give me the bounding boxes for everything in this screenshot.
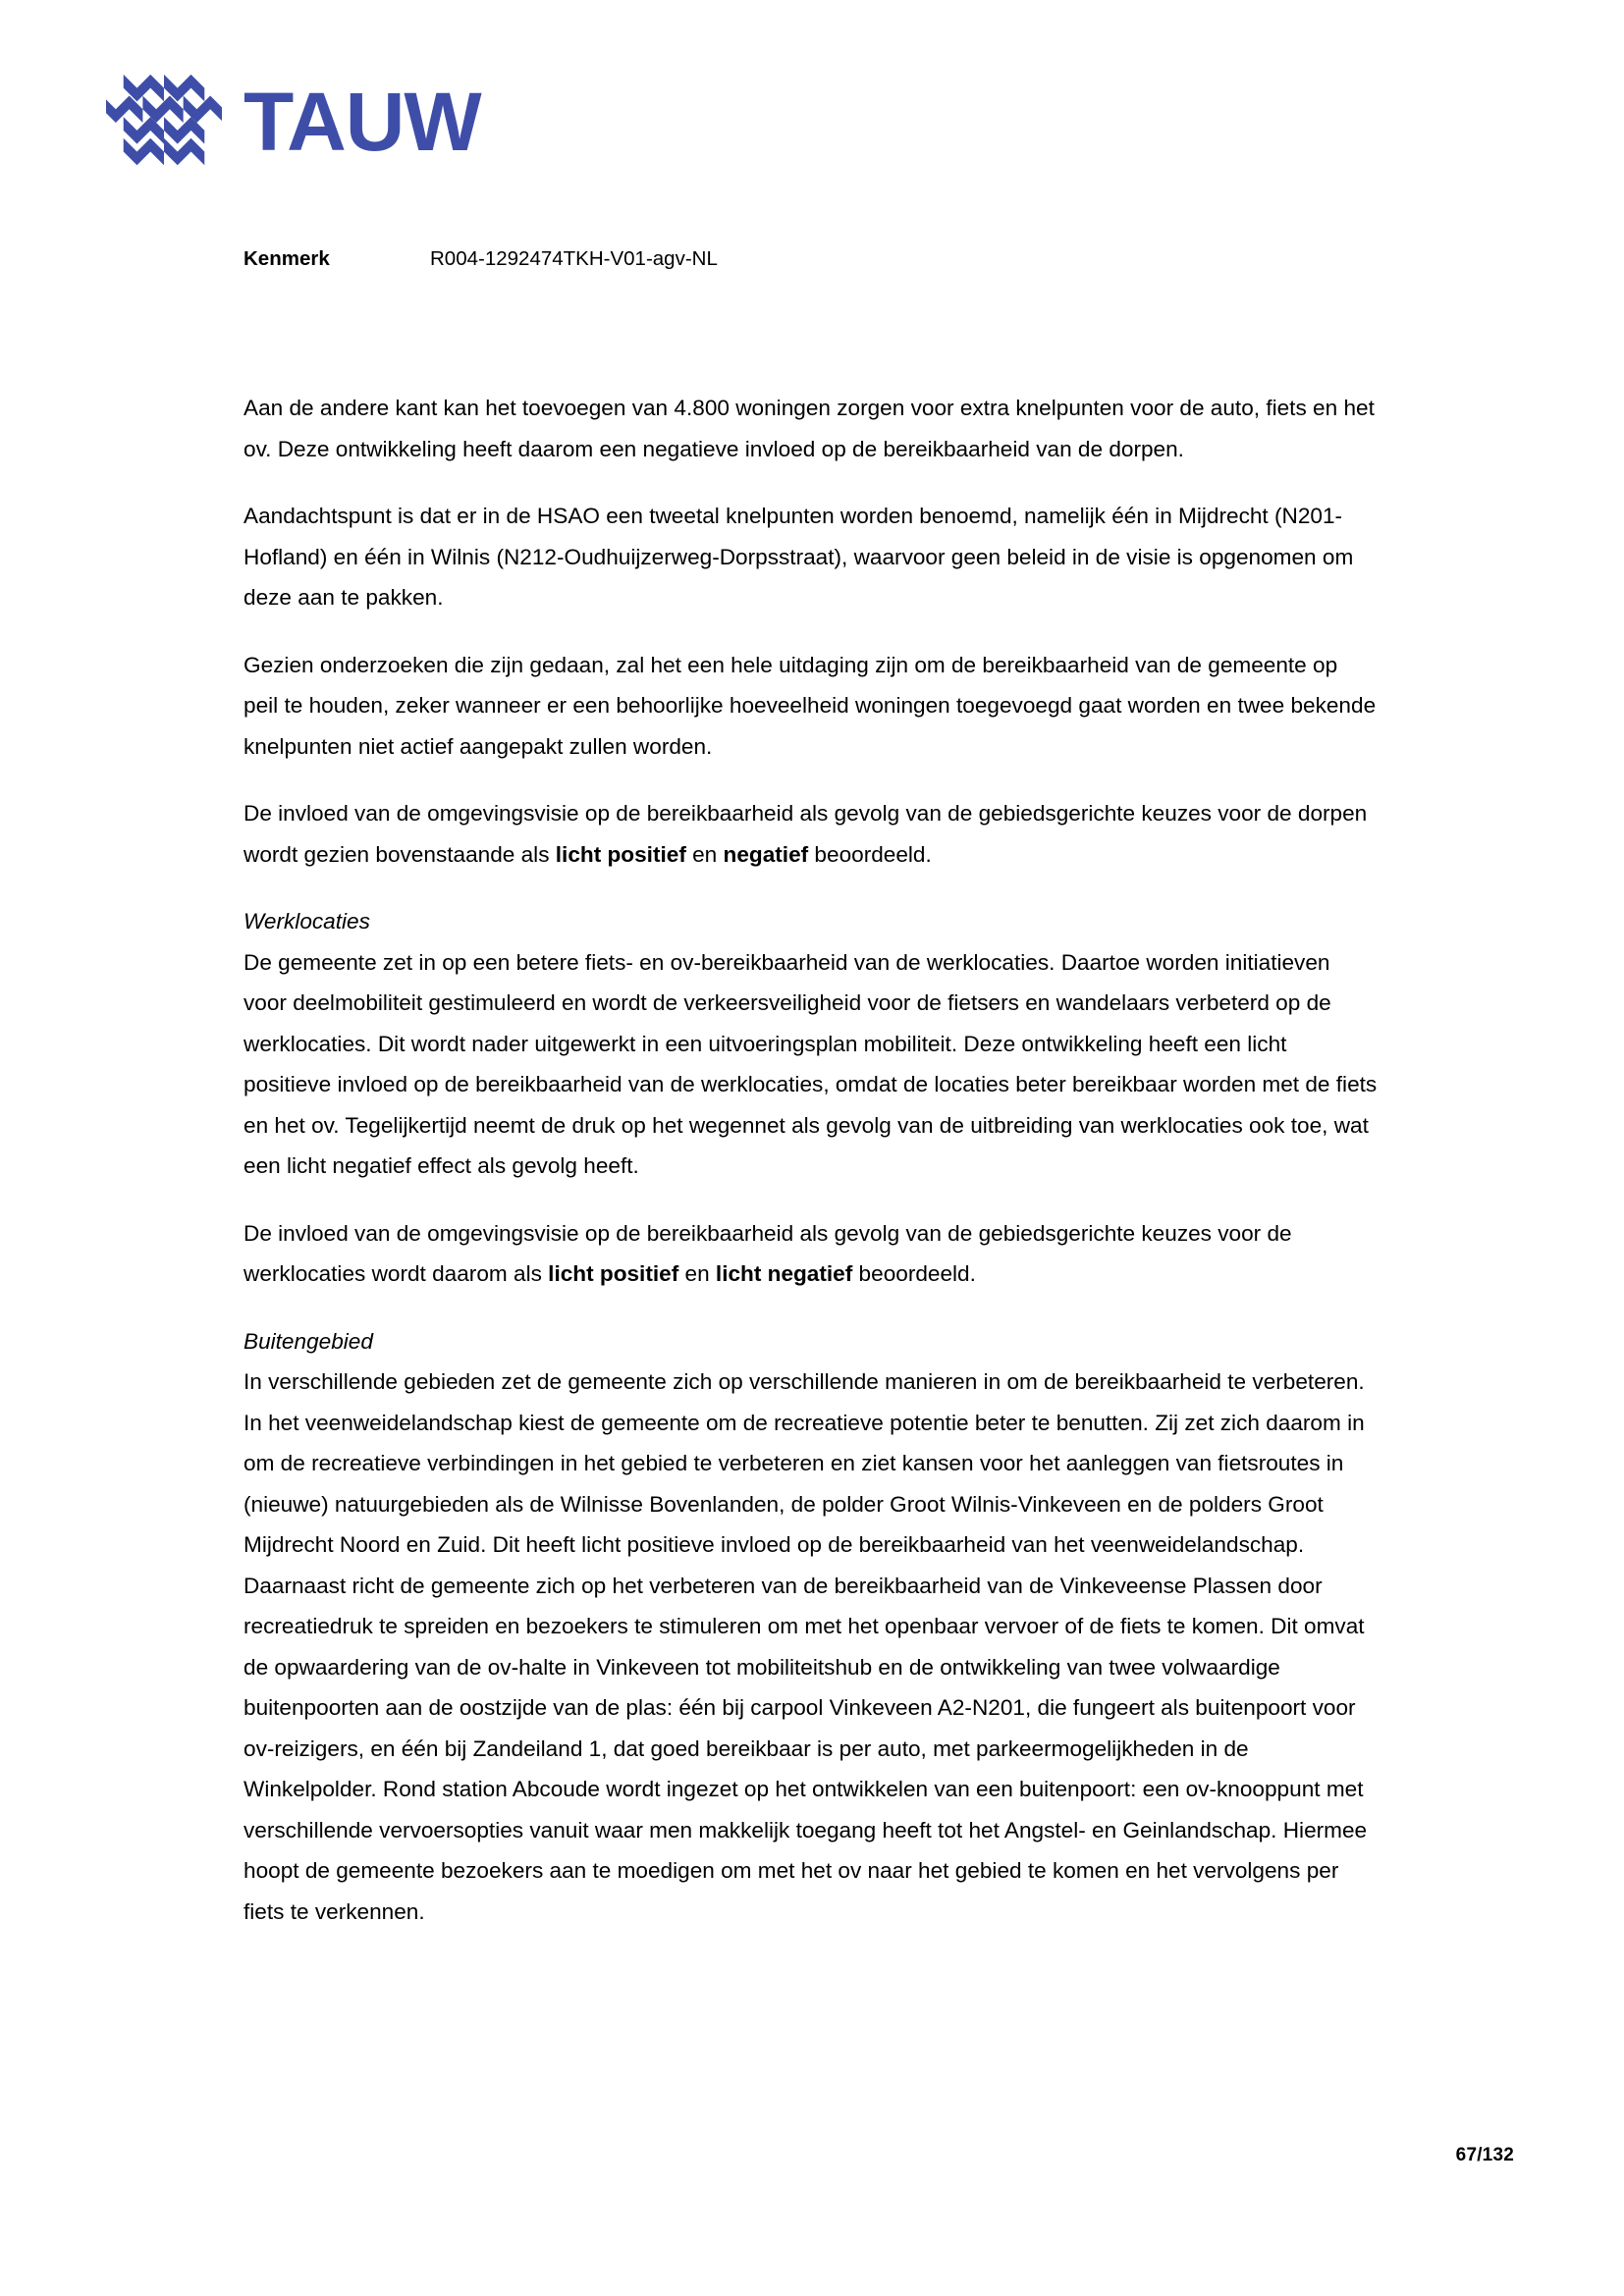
- paragraph-3: Gezien onderzoeken die zijn gedaan, zal het een hele uitdaging zijn om de bereikbaarheid van de gemeente op peil te houden, zeker wanneer er een behoorlijke hoeveelheid woningen toegevoegd gaat worden en twee bekende knelpunten niet actief aangepakt zullen worden.: [244, 652, 1377, 759]
- section-heading-buitengebied: Buitengebied: [244, 1328, 373, 1354]
- tauw-wordmark: TAUW: [244, 76, 481, 168]
- paragraph-werklocaties: De gemeente zet in op een betere fiets- en ov-bereikbaarheid van de werklocaties. Daartoe worden initiatieven voor deelmobiliteit gestimuleerd en wordt de verkeersveiligheid voor de fietsers en wandelaars verbeterd op de werklocaties. Dit wordt nader uitgewerkt in een uitvoeringsplan mobiliteit. Deze ontwikkeling heeft een licht positieve invloed op de bereikbaarheid van de werklocaties, omdat de locaties beter bereikbaar worden met de fiets en het ov. Tegelijkertijd neemt de druk op het wegennet als gevolg van de uitbreiding van werklocaties ook toe, wat een licht negatief effect als gevolg heeft.: [244, 949, 1378, 1178]
- paragraph-5-text-mid: en: [678, 1261, 716, 1286]
- paragraph-4-text-mid: en: [685, 841, 724, 867]
- kenmerk-row: [244, 247, 718, 272]
- assessment-value-positive-2: licht positief: [548, 1261, 679, 1286]
- paragraph-4-assessment: [244, 793, 1378, 875]
- paragraph-1: Aan de andere kant kan het toevoegen van 4.800 woningen zorgen voor extra knelpunten voor de auto, fiets en het ov. Deze ontwikkeling heeft daarom een negatieve invloed op de bereikbaarheid van de dorpen.: [244, 396, 1375, 461]
- paragraph-buitengebied: In verschillende gebieden zet de gemeente zich op verschillende manieren in om de bereikbaarheid te verbeteren. In het veenweidelandschap kiest de gemeente om de recreatieve potentie beter te benutten. Zij zet zich daarom in om de recreatieve verbindingen in het gebied te verbeteren en ziet kansen voor het aanleggen van fietsroutes in (nieuwe) natuurgebieden als de Wilnisse Bovenlanden, de polder Groot Wilnis-Vinkeveen en de polders Groot Mijdrecht Noord en Zuid. Dit heeft licht positieve invloed op de bereikbaarheid van het veenweidelandschap. Daarnaast richt de gemeente zich op het verbeteren van de bereikbaarheid van de Vinkeveense Plassen door recreatiedruk te spreiden en bezoekers te stimuleren om met het openbaar vervoer of de fiets te komen. Dit omvat de opwaardering van de ov-halte in Vinkeveen tot mobiliteitshub en de ontwikkeling van twee volwaardige buitenpoorten aan de oostzijde van de plas: één bij carpool Vinkeveen A2-N201, die fungeert als buitenpoort voor ov-reizigers, en één bij Zandeiland 1, dat goed bereikbaar is per auto, met parkeermogelijkheden in de Winkelpolder. Rond station Abcoude wordt ingezet op het ontwikkelen van een buitenpoort: een ov-knooppunt met verschillende vervoersopties vanuit waar men makkelijk toegang heeft tot het Angstel- en Geinlandschap. Hiermee hoopt de gemeente bezoekers aan te moedigen om met het ov naar het gebied te komen en het vervolgens per fiets te verkennen.: [244, 1369, 1368, 1924]
- paragraph-5-text-post: beoordeeld.: [852, 1261, 976, 1286]
- assessment-value-positive: licht positief: [555, 841, 686, 867]
- tauw-chevron-mark-icon: [106, 67, 222, 177]
- page-number: 67/132: [1455, 2145, 1514, 2165]
- assessment-value-negative: negatief: [723, 841, 809, 867]
- tauw-logo: [106, 67, 481, 177]
- section-heading-werklocaties: Werklocaties: [244, 909, 370, 934]
- assessment-value-negative-2: licht negatief: [715, 1261, 853, 1286]
- paragraph-4-text-pre: De invloed van de omgevingsvisie op de bereikbaarheid als gevolg van de gebiedsgerichte keuzes voor de dorpen wordt gezien bovenstaande als: [244, 801, 1368, 867]
- paragraph-2: Aandachtspunt is dat er in de HSAO een tweetal knelpunten worden benoemd, namelijk één in Mijdrecht (N201-Hofland) en één in Wilnis (N212-Oudhuijzerweg-Dorpsstraat), waarvoor geen beleid in de visie is opgenomen om deze aan te pakken.: [244, 504, 1354, 610]
- kenmerk-label: Kenmerk: [244, 247, 330, 270]
- paragraph-5-text-pre: De invloed van de omgevingsvisie op de bereikbaarheid als gevolg van de gebiedsgerichte keuzes voor de werklocaties wordt daarom als: [244, 1220, 1292, 1286]
- document-body: [244, 388, 1378, 1932]
- paragraph-5-assessment: [244, 1213, 1378, 1295]
- paragraph-4-text-post: beoordeeld.: [808, 841, 932, 867]
- kenmerk-value: R004-1292474TKH-V01-agv-NL: [430, 247, 718, 270]
